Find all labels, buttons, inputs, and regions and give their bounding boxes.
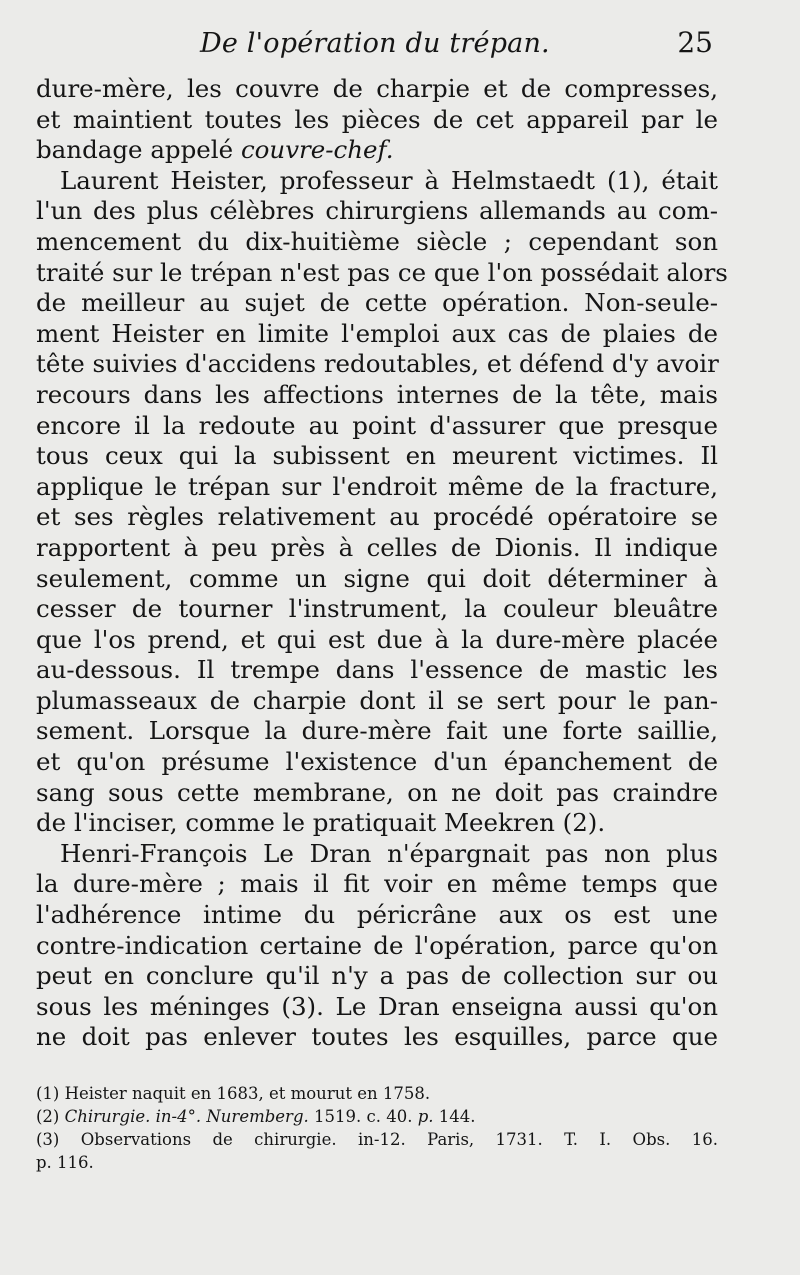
text-line: et maintient toutes les pièces de cet appareil par le bbox=[36, 104, 718, 134]
footnote-1: (1) Heister naquit en 1683, et mourut en 1758. bbox=[36, 1084, 431, 1103]
footnote-2-page: 144. bbox=[433, 1107, 476, 1126]
text-line: ment Heister en limite l'emploi aux cas de plaies de bbox=[36, 318, 718, 348]
text-line: sous les méninges (3). Le Dran enseigna aussi qu'on bbox=[36, 991, 718, 1021]
text-line: dure-mère, les couvre de charpie et de compresses, bbox=[36, 74, 718, 103]
text-line: tous ceux qui la subissent en meurent victimes. Il bbox=[36, 441, 718, 471]
text-line: au-dessous. Il trempe dans l'essence de mastic les bbox=[36, 655, 718, 685]
text-line: ne doit pas enlever toutes les esquilles, parce que bbox=[36, 1022, 718, 1052]
body-text bbox=[36, 74, 728, 1053]
footnote-3: (3) Observations de chirurgie. in-12. Paris, 1731. T. I. Obs. 16. bbox=[36, 1130, 718, 1149]
text-line: rapportent à peu près à celles de Dionis. Il indique bbox=[36, 532, 718, 562]
text-line: plumasseaux de charpie dont il se sert pour le pan- bbox=[36, 685, 718, 715]
footnote-2-number: (2) bbox=[36, 1107, 65, 1126]
footnotes bbox=[36, 1082, 718, 1174]
text-line: encore il la redoute au point d'assurer que presque bbox=[36, 410, 718, 440]
text-line: sement. Lorsque la dure-mère fait une forte saillie, bbox=[36, 716, 718, 746]
text-line: recours dans les affections internes de la tête, mais bbox=[36, 379, 718, 409]
text-line: la dure-mère ; mais il fit voir en même temps que bbox=[36, 869, 718, 899]
text-line: tête suivies d'accidens redoutables, et défend d'y avoir bbox=[36, 349, 719, 379]
footnote-2-page-abbrev: p. bbox=[417, 1107, 434, 1126]
text-line: mencement du dix-huitième siècle ; cependant son bbox=[36, 226, 718, 256]
text-line: l'adhérence intime du péricrâne aux os est une bbox=[36, 900, 718, 930]
text-line: que l'os prend, et qui est due à la dure-mère placée bbox=[36, 624, 718, 654]
footnote-2-ref: 1519. c. 40. bbox=[308, 1107, 418, 1126]
text-line: sang sous cette membrane, on ne doit pas craindre bbox=[36, 777, 718, 807]
text-line: cesser de tourner l'instrument, la couleur bleuâtre bbox=[36, 594, 718, 624]
text-line: seulement, comme un signe qui doit déterminer à bbox=[36, 563, 718, 593]
text-line: de meilleur au sujet de cette opération. Non-seule- bbox=[36, 288, 718, 318]
text-line: traité sur le trépan n'est pas ce que l'on possédait alors bbox=[36, 257, 728, 287]
footnote-2 bbox=[36, 1105, 718, 1128]
running-title: De l'opération du trépan. bbox=[200, 28, 550, 59]
text-line: de l'inciser, comme le pratiquait Meekren (2). bbox=[36, 808, 606, 838]
text-line-start: bandage appelé bbox=[36, 135, 241, 165]
paragraph-start: Laurent Heister, professeur à Helmstaedt (1), était bbox=[60, 165, 718, 195]
page-header bbox=[200, 26, 715, 74]
page-number: 25 bbox=[677, 26, 713, 59]
text-line: contre-indication certaine de l'opération, parce qu'on bbox=[36, 930, 718, 960]
text-line: et ses règles relativement au procédé opératoire se bbox=[36, 502, 718, 532]
footnote-2-title: Chirurgie. in-4°. Nuremberg. bbox=[64, 1107, 309, 1126]
text-line bbox=[36, 135, 718, 166]
text-line: et qu'on présume l'existence d'un épanchement de bbox=[36, 747, 718, 777]
text-line: peut en conclure qu'il n'y a pas de collection sur ou bbox=[36, 961, 718, 991]
text-line: l'un des plus célèbres chirurgiens allemands au com- bbox=[36, 196, 718, 226]
paragraph-start: Henri-François Le Dran n'épargnait pas non plus bbox=[60, 838, 718, 868]
italic-term: couvre-chef. bbox=[240, 135, 394, 165]
text-line: applique le trépan sur l'endroit même de la fracture, bbox=[36, 471, 718, 501]
footnote-3-continued: p. 116. bbox=[36, 1153, 94, 1172]
